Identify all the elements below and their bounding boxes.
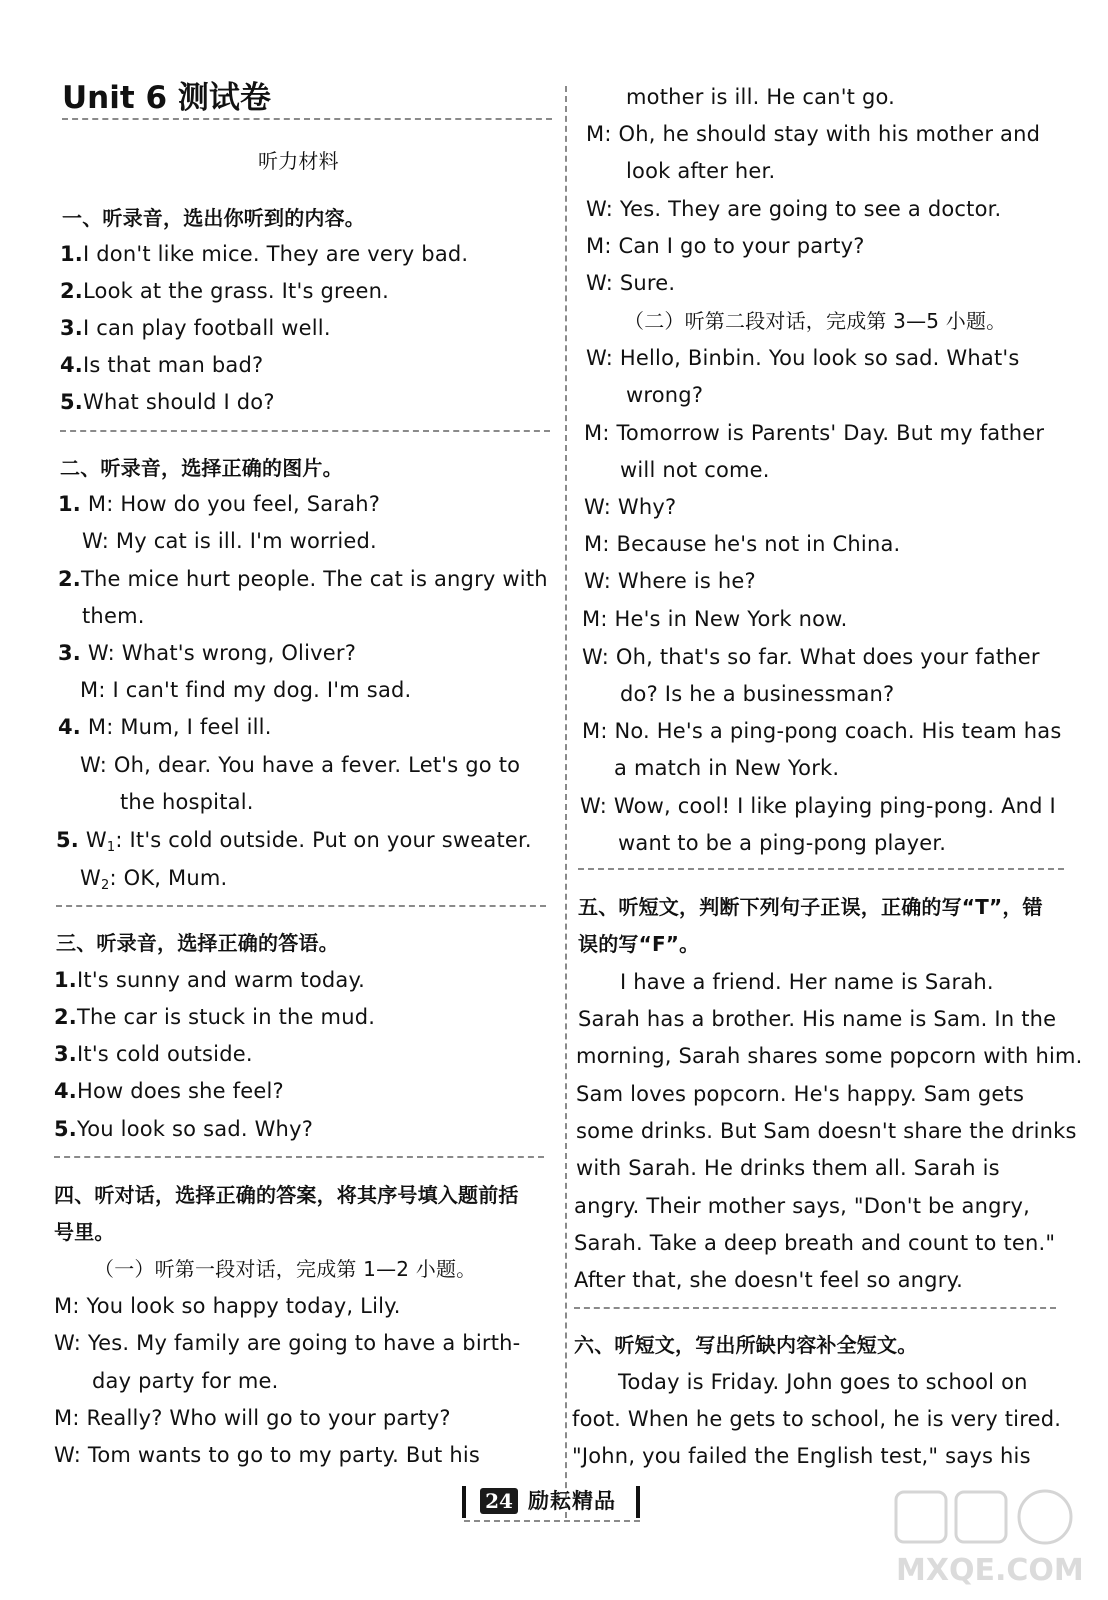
item-number: 5. <box>60 390 83 414</box>
dialog-line: a match in New York. <box>614 756 840 780</box>
passage-line: "John, you failed the English test," says his <box>572 1444 1031 1468</box>
list-item <box>54 1004 375 1030</box>
dialog-line: the hospital. <box>120 790 254 814</box>
dialog-line <box>58 491 380 517</box>
speaker-subscript: 1 <box>106 840 116 855</box>
section-6-heading: 六、听短文，写出所缺内容补全短文。 <box>574 1333 918 1357</box>
passage-line: Sam loves popcorn. He's happy. Sam gets <box>576 1082 1025 1106</box>
item-number: 3. <box>54 1042 77 1066</box>
page-title: Unit 6 测试卷 <box>62 80 271 116</box>
section-5-heading: 五、听短文，判断下列句子正误，正确的写“T”，错 <box>578 895 1043 919</box>
section-divider <box>578 868 1064 870</box>
column-separator <box>565 86 567 1518</box>
dialog-line <box>56 827 532 861</box>
item-text: You look so sad. Why? <box>77 1117 314 1141</box>
item-text: What should I do? <box>83 390 275 414</box>
dialog-line <box>80 865 227 899</box>
line-text: The mice hurt people. The cat is angry with <box>81 567 548 591</box>
dialog-line: them. <box>82 604 145 628</box>
passage-line: some drinks. But Sam doesn't share the drinks <box>576 1119 1077 1143</box>
footer-underline <box>464 1520 640 1522</box>
section-divider <box>574 1307 1056 1309</box>
speaker-subscript: 2 <box>100 878 110 893</box>
item-number: 2. <box>54 1005 77 1029</box>
line-text: M: How do you feel, Sarah? <box>87 492 381 516</box>
dialog-line <box>58 566 548 592</box>
item-number: 2. <box>60 279 83 303</box>
item-text: I can play football well. <box>83 316 331 340</box>
line-text: : OK, Mum. <box>109 866 228 890</box>
item-number: 2. <box>58 567 81 591</box>
dialog-line: M: Tomorrow is Parents' Day. But my father <box>584 421 1045 445</box>
section-divider <box>56 905 546 907</box>
dialog-line: look after her. <box>626 159 776 183</box>
passage-line: with Sarah. He drinks them all. Sarah is <box>576 1156 1000 1180</box>
item-number: 3. <box>58 641 81 665</box>
dialog-line: W: Where is he? <box>584 569 756 593</box>
brand-name: 励耘精品 <box>528 1489 616 1513</box>
speaker-label: W <box>80 866 101 890</box>
line-text: : It's cold outside. Put on your sweater. <box>115 828 532 852</box>
item-text: I don't like mice. They are very bad. <box>83 242 469 266</box>
section-subtitle: 听力材料 <box>258 149 339 173</box>
list-item <box>60 241 468 267</box>
line-text: W: What's wrong, Oliver? <box>87 641 357 665</box>
list-item <box>60 315 331 341</box>
section-divider <box>60 430 550 432</box>
passage-line: Sarah. Take a deep breath and count to ten." <box>574 1231 1056 1255</box>
list-item <box>60 352 263 378</box>
item-text: It's cold outside. <box>77 1042 253 1066</box>
part-1-instruction: （一）听第一段对话，完成第 1—2 小题。 <box>94 1257 477 1281</box>
footer-left-bar <box>462 1486 466 1518</box>
dialog-line <box>58 640 356 666</box>
passage-line: Today is Friday. John goes to school on <box>618 1370 1028 1394</box>
section-4-heading-cont: 号里。 <box>54 1220 115 1244</box>
item-number: 4. <box>60 353 83 377</box>
list-item <box>60 278 389 304</box>
section-2-heading: 二、听录音，选择正确的图片。 <box>60 456 343 480</box>
item-number: 4. <box>54 1079 77 1103</box>
part-2-instruction: （二）听第二段对话，完成第 3—5 小题。 <box>624 309 1007 333</box>
section-1-heading: 一、听录音，选出你听到的内容。 <box>62 206 365 230</box>
list-item <box>60 389 275 415</box>
section-4-heading: 四、听对话，选择正确的答案，将其序号填入题前括 <box>54 1183 519 1207</box>
dialog-line: M: He's in New York now. <box>582 607 848 631</box>
section-5-heading-cont: 误的写“F”。 <box>578 932 700 956</box>
item-number: 5. <box>56 828 79 852</box>
dialog-line: W: Oh, that's so far. What does your father <box>582 645 1040 669</box>
dialog-line: M: Can I go to your party? <box>586 234 865 258</box>
passage-line: morning, Sarah shares some popcorn with him. <box>576 1044 1083 1068</box>
dialog-line: W: Oh, dear. You have a fever. Let's go to <box>80 753 521 777</box>
dialog-line: W: My cat is ill. I'm worried. <box>82 529 377 553</box>
svg-text:MXQE.COM: MXQE.COM <box>896 1553 1084 1588</box>
line-text: M: Mum, I feel ill. <box>87 715 272 739</box>
list-item <box>54 967 365 993</box>
dialog-line: W: Sure. <box>586 271 676 295</box>
passage-line: angry. Their mother says, "Don't be angry, <box>574 1194 1030 1218</box>
list-item <box>54 1116 313 1142</box>
item-number: 1. <box>60 242 83 266</box>
passage-line: After that, she doesn't feel so angry. <box>574 1268 964 1292</box>
dialog-line: W: Tom wants to go to my party. But his <box>54 1443 481 1467</box>
section-3-heading: 三、听录音，选择正确的答语。 <box>56 931 339 955</box>
dialog-line: wrong? <box>626 383 704 407</box>
item-number: 1. <box>54 968 77 992</box>
footer-right-bar <box>636 1486 640 1518</box>
page-number: 24 <box>480 1488 518 1514</box>
item-number: 4. <box>58 715 81 739</box>
dialog-line: do? Is he a businessman? <box>620 682 895 706</box>
dialog-line: mother is ill. He can't go. <box>626 85 896 109</box>
passage-line: Sarah has a brother. His name is Sam. In the <box>578 1007 1057 1031</box>
dialog-line: W: Yes. They are going to see a doctor. <box>586 197 1002 221</box>
dialog-line: W: Hello, Binbin. You look so sad. What's <box>586 346 1020 370</box>
dialog-line: want to be a ping-pong player. <box>618 831 947 855</box>
watermark-logo <box>890 1484 1090 1594</box>
item-text: Is that man bad? <box>83 353 264 377</box>
dialog-line <box>58 714 272 740</box>
dialog-line: M: You look so happy today, Lily. <box>54 1294 401 1318</box>
item-text: It's sunny and warm today. <box>77 968 366 992</box>
list-item <box>54 1078 284 1104</box>
dialog-line: M: No. He's a ping-pong coach. His team has <box>582 719 1062 743</box>
title-divider <box>62 118 552 120</box>
page-footer <box>458 1484 646 1524</box>
item-number: 5. <box>54 1117 77 1141</box>
item-number: 3. <box>60 316 83 340</box>
item-text: Look at the grass. It's green. <box>83 279 389 303</box>
dialog-line: M: Oh, he should stay with his mother and <box>586 122 1041 146</box>
section-divider <box>54 1156 544 1158</box>
dialog-line: W: Yes. My family are going to have a birth- <box>54 1331 521 1355</box>
item-text: How does she feel? <box>77 1079 284 1103</box>
watermark-graphic <box>890 1484 1090 1594</box>
dialog-line: M: Really? Who will go to your party? <box>54 1406 451 1430</box>
item-text: The car is stuck in the mud. <box>77 1005 376 1029</box>
dialog-line: W: Wow, cool! I like playing ping-pong. And I <box>580 794 1056 818</box>
dialog-line: M: Because he's not in China. <box>584 532 901 556</box>
item-number: 1. <box>58 492 81 516</box>
list-item <box>54 1041 253 1067</box>
passage-line: foot. When he gets to school, he is very tired. <box>572 1407 1062 1431</box>
dialog-line: W: Why? <box>584 495 677 519</box>
dialog-line: day party for me. <box>92 1369 279 1393</box>
dialog-line: M: I can't find my dog. I'm sad. <box>80 678 412 702</box>
dialog-line: will not come. <box>620 458 770 482</box>
passage-line: I have a friend. Her name is Sarah. <box>620 970 994 994</box>
speaker-label: W <box>85 828 107 852</box>
